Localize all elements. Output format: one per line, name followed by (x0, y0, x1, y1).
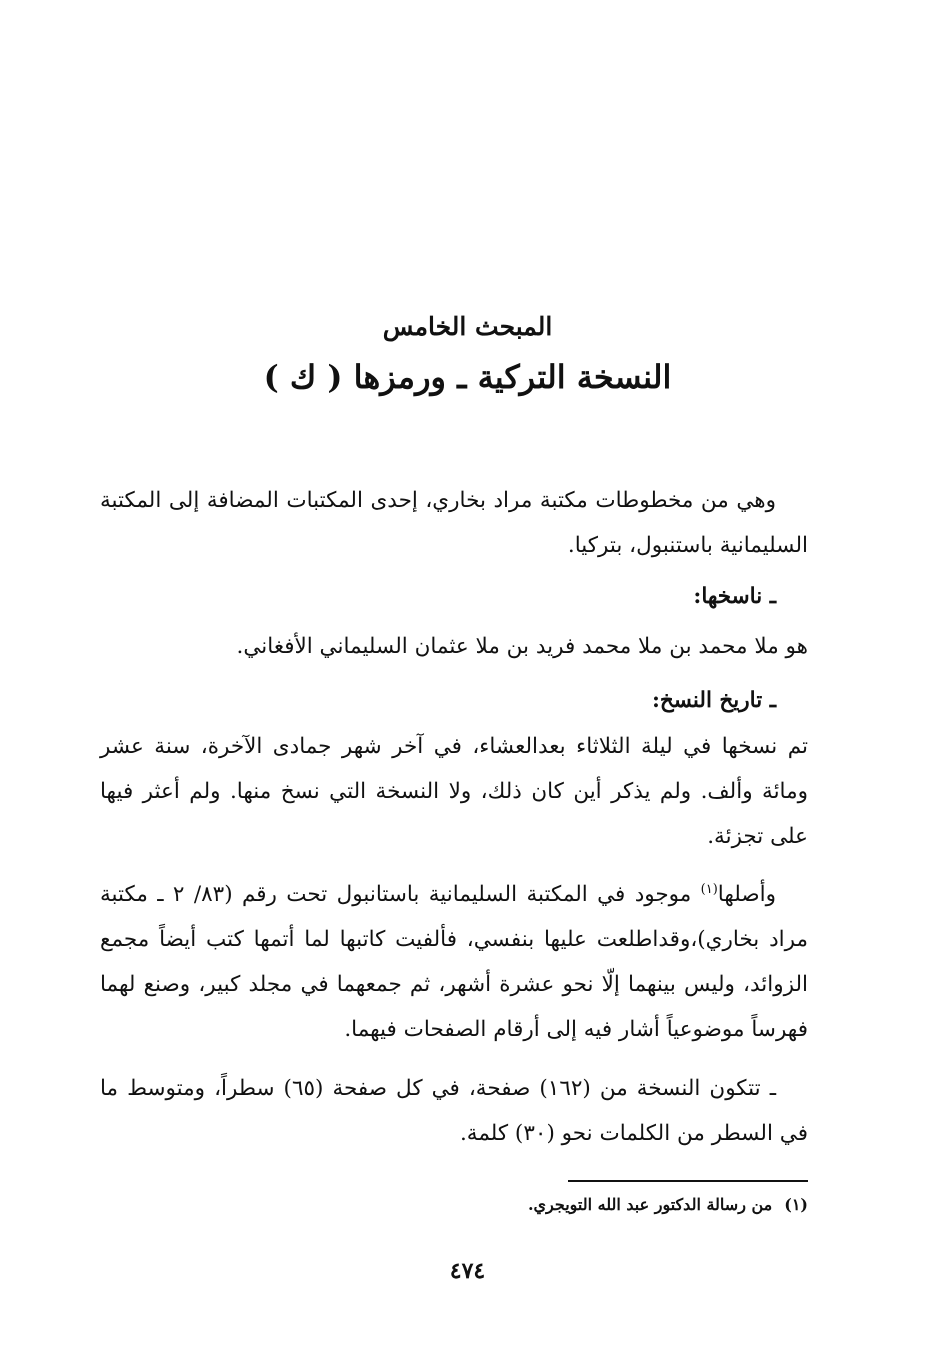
footnote-text: من رسالة الدكتور عبد الله التويجري. (527, 1195, 773, 1214)
origin-text: موجود في المكتبة السليمانية باستانبول تحت رقم (٨٣/ ٢ ـ مكتبة مراد بخاري)،وقداطلعت عليها بنفسي، فألفيت كاتبها لما أتمها كتب أيضاً مجمع الزوائد، وليس بينهما إلّا نحو عشرة أشهر، ثم جمعهما في مجلد كبير، وصنع لهما فهرساً موضوعياً أشار فيه إلى أرقام الصفحات فيهما. (100, 882, 808, 1042)
copyist-label: ـ ناسخها: (693, 584, 776, 609)
intro-paragraph (100, 478, 808, 568)
copy-date-label: ـ تاريخ النسخ: (651, 688, 776, 713)
copyist-heading (100, 574, 808, 619)
copy-date-text: تم نسخها في ليلة الثلاثاء بعدالعشاء، في آخر شهر جمادى الآخرة، سنة عشر ومائة وألف. ولم يذكر أين كان ذلك، ولا النسخة التي نسخ منها. ولم أعثر فيها على تجزئة. (100, 734, 808, 849)
copy-date-heading (100, 678, 808, 723)
composition-text: ـ تتكون النسخة من (١٦٢) صفحة، في كل صفحة (٦٥) سطراً، ومتوسط ما في السطر من الكلمات نحو (٣٠) كلمة. (100, 1076, 808, 1146)
copy-date-paragraph (100, 724, 808, 859)
origin-paragraph (100, 872, 808, 1052)
footnote-number: (١) (784, 1195, 808, 1214)
intro-text: وهي من مخطوطات مكتبة مراد بخاري، إحدى المكتبات المضافة إلى المكتبة السليمانية باستنبول، بتركيا. (100, 488, 808, 558)
section-title: النسخة التركية ـ ورمزها ( ك ) (263, 358, 672, 396)
copyist-paragraph (100, 624, 808, 669)
copyist-text: هو ملا محمد بن ملا محمد فريد بن ملا عثمان السليماني الأفغاني. (236, 634, 808, 659)
footnote (100, 1190, 808, 1220)
section-subtitle: المبحث الخامس (382, 312, 553, 341)
origin-text-block (100, 872, 808, 1052)
composition-paragraph (100, 1066, 808, 1156)
footnote-divider (568, 1180, 808, 1182)
origin-lead: وأصلها (717, 882, 776, 907)
page-number: ٤٧٤ (449, 1258, 486, 1284)
footnote-marker: (١) (700, 881, 718, 897)
